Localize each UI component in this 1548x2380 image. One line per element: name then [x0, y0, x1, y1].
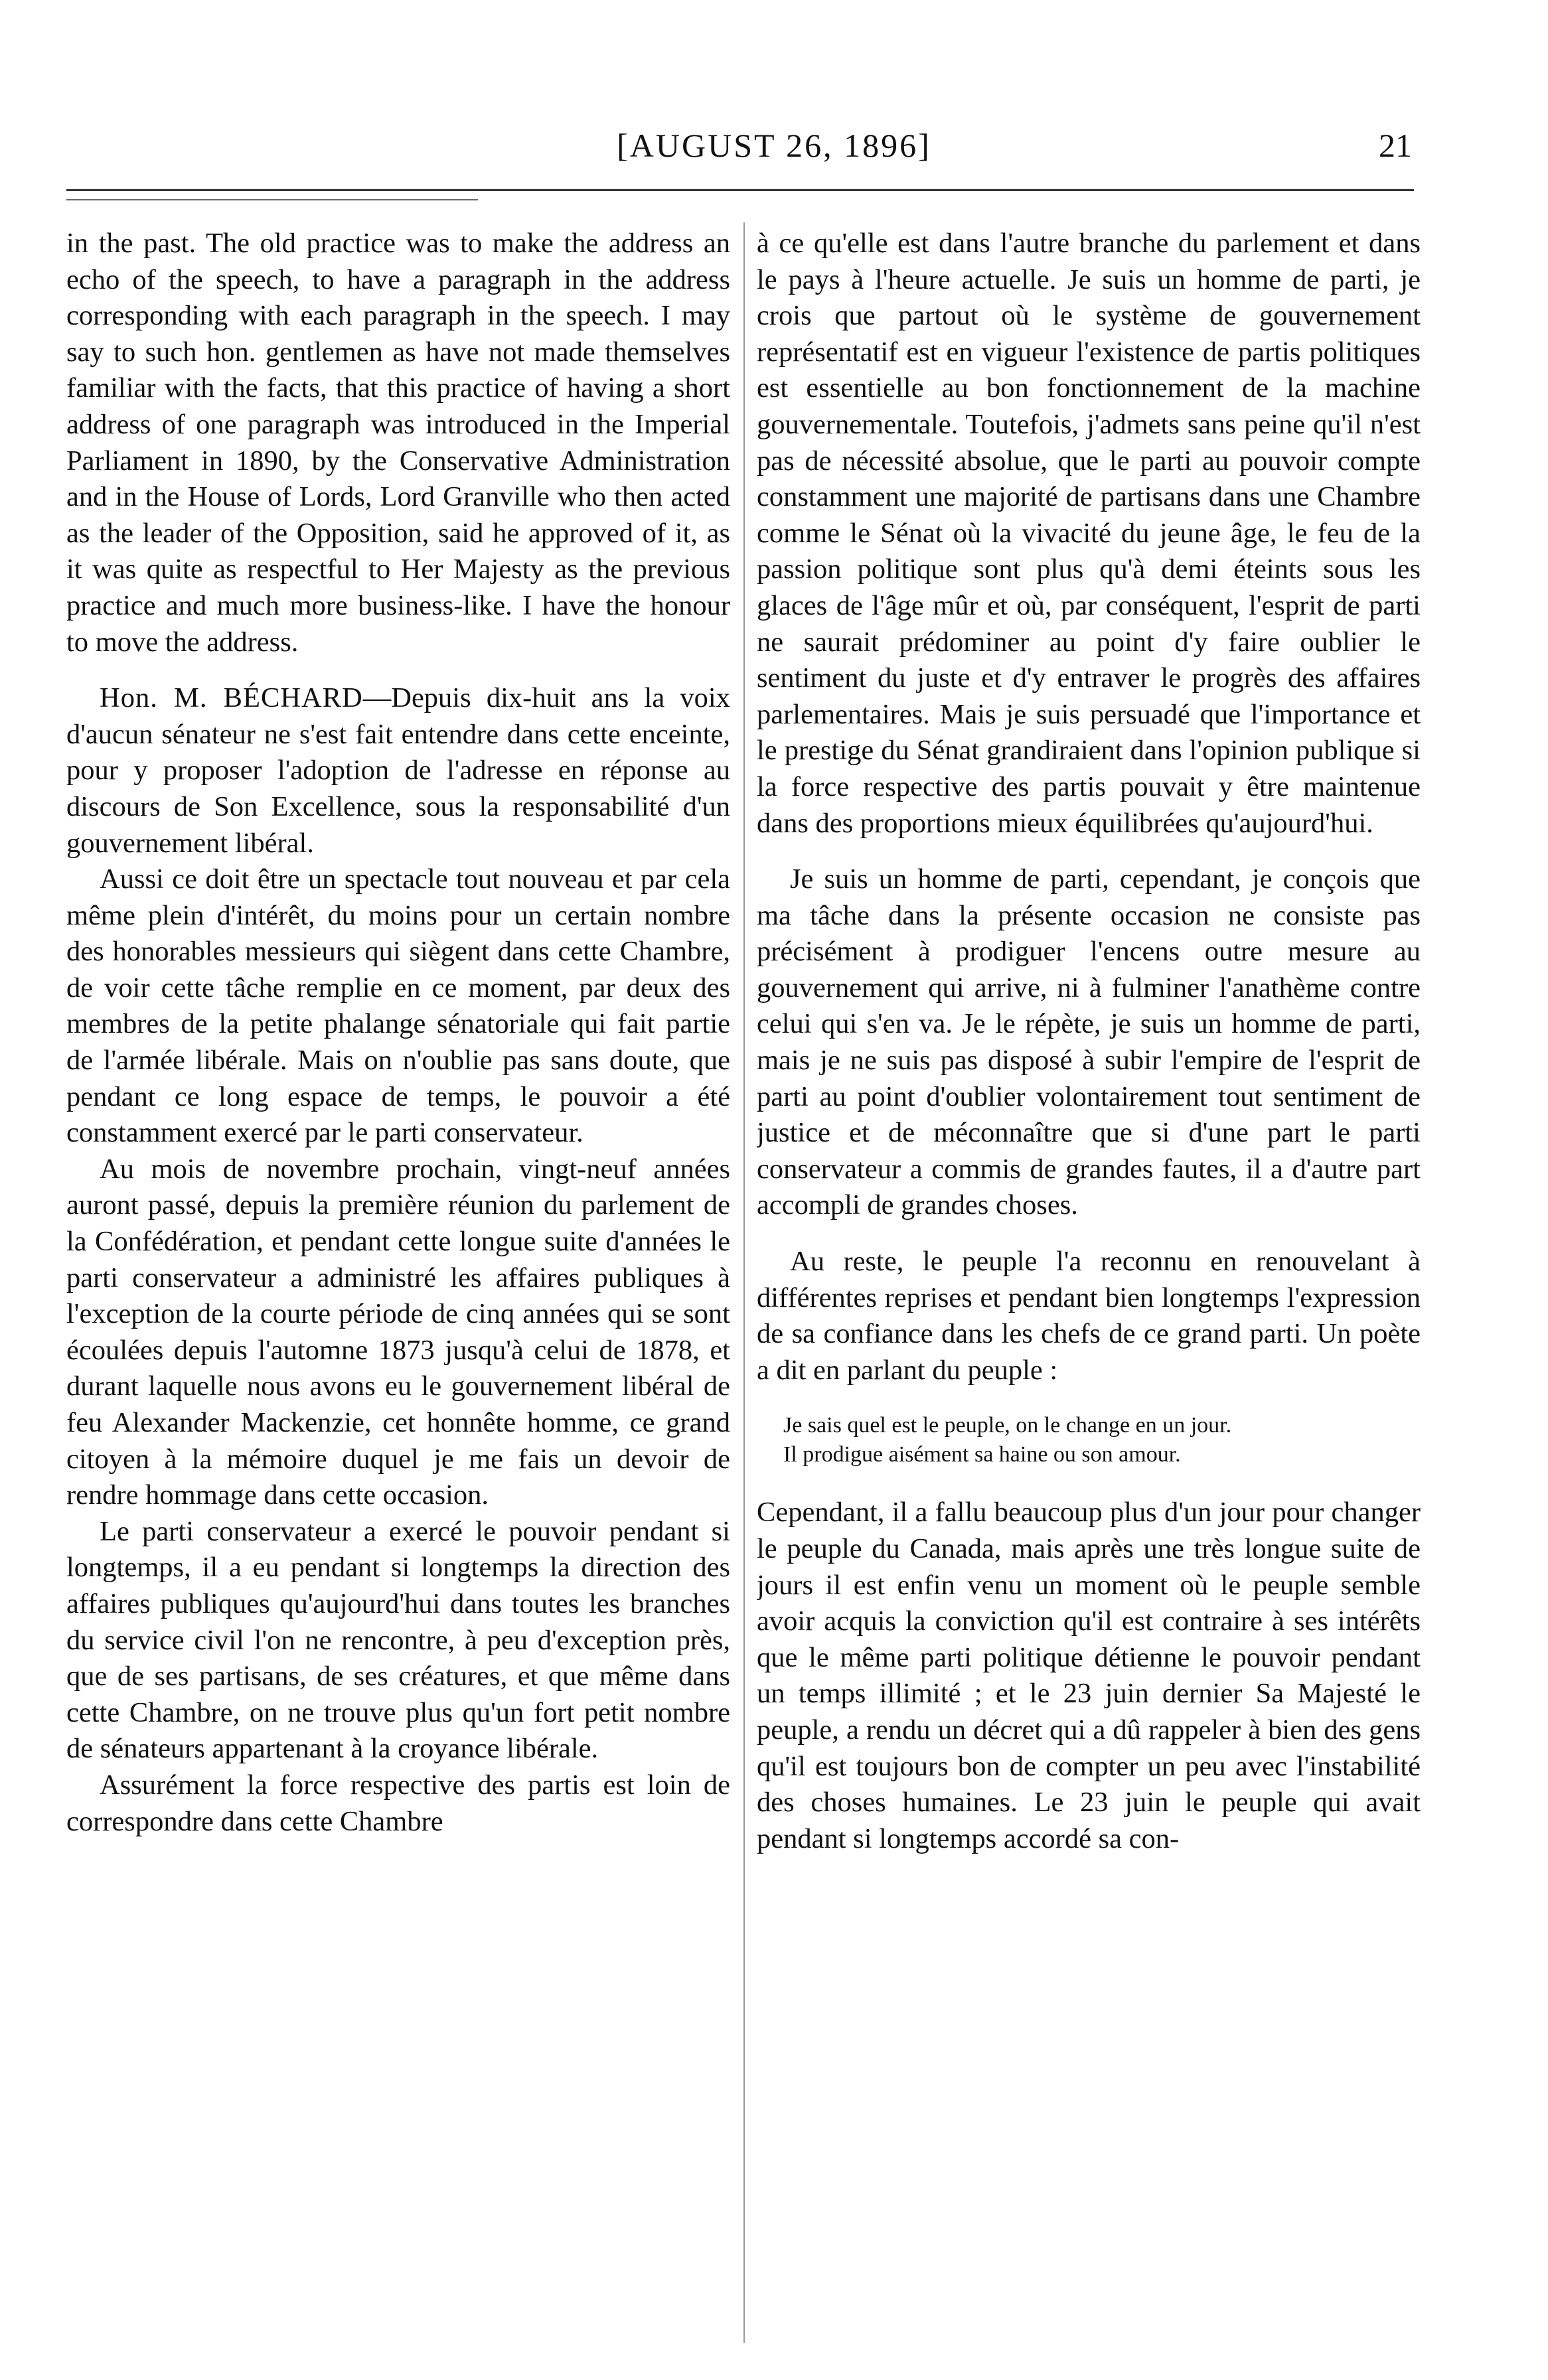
header-rule-short	[66, 199, 478, 200]
column-divider	[743, 222, 745, 2343]
right-column	[757, 226, 1421, 2336]
left-column	[66, 226, 730, 2336]
page-number: 21	[1379, 127, 1412, 164]
poem-line: Il prodigue aisément sa haine ou son amour.	[783, 1442, 1181, 1467]
paragraph: Cependant, il a fallu beaucoup plus d'un jour pour changer le peuple du Canada, mais après une très longue suite de jours il est enfin venu un moment où le peuple semble avoir acquis la conviction qu'il est contraire à ses intérêts que le même parti politique détienne le pouvoir pendant un temps illimité ; et le 23 juin dernier Sa Majesté le peuple, a rendu un décret qui a dû rappeler à bien des gens qu'il est toujours bon de compter un peu avec l'instabilité des choses humaines. Le 23 juin le peuple qui avait pendant si longtemps accordé sa con-	[757, 1497, 1421, 1854]
page-header	[0, 126, 1548, 179]
speech-intro	[66, 680, 730, 861]
poem-line: Je sais quel est le peuple, on le change en un jour.	[783, 1413, 1232, 1438]
paragraph: Aussi ce doit être un spectacle tout nouveau et par cela même plein d'intérêt, du moins pour un certain nombre des honorables messieurs qui siègent dans cette Chambre, de voir cette tâche remplie en ce moment, par deux des membres de la petite phalange sénatoriale qui fait partie de l'armée libérale. Mais on n'oublie pas sans doute, que pendant ce long espace de temps, le pouvoir a été constamment exercé par le parti conservateur.	[66, 863, 730, 1149]
paragraph: —Depuis dix-huit ans la voix d'aucun sénateur ne s'est fait entendre dans cette enceinte, pour y proposer l'adoption de l'adresse en réponse au discours de Son Excellence, sous la responsabilité d'un gouvernement libéral.	[66, 682, 730, 859]
header-rule	[66, 189, 1414, 191]
paragraph: Assurément la force respective des partis est loin de correspondre dans cette Chambre	[66, 1769, 730, 1837]
paragraph: Au reste, le peuple l'a reconnu en renouvelant à différentes reprises et pendant bien longtemps l'expression de sa confiance dans les chefs de ce grand parti. Un poète a dit en parlant du peuple :	[757, 1246, 1421, 1386]
paragraph: in the past. The old practice was to make the address an echo of the speech, to have a paragraph in the address corresponding with each paragraph in the speech. I may say to such hon. gentlemen as have not made themselves familiar with the facts, that this practice of having a short address of one paragraph was introduced in the Imperial Parliament in 1890, by the Conservative Administration and in the House of Lords, Lord Granville who then acted as the leader of the Opposition, said he approved of it, as it was quite as respectful to Her Majesty as the previous practice and much more business-like. I have the honour to move the address.	[66, 228, 730, 658]
header-date: [AUGUST 26, 1896]	[617, 127, 931, 164]
poem-quote	[783, 1411, 1421, 1469]
paragraph: Je suis un homme de parti, cependant, je conçois que ma tâche dans la présente occasion ne consiste pas précisément à prodiguer l'encens outre mesure au gouvernement qui arrive, ni à fulminer l'anathème contre celui qui s'en va. Je le répète, je suis un homme de parti, mais je ne suis pas disposé à subir l'empire de l'esprit de parti au point d'oublier volontairement tout sentiment de justice et de méconnaître que si d'une part le parti conservateur a commis de grandes fautes, il a d'autre part accompli de grandes choses.	[757, 863, 1421, 1221]
paragraph: à ce qu'elle est dans l'autre branche du parlement et dans le pays à l'heure actuelle. Je suis un homme de parti, je crois que partout où le système de gouvernement représentatif est en vigueur l'existence de partis politiques est essentielle au bon fonctionnement de la machine gouvernementale. Toutefois, j'admets sans peine qu'il n'est pas de nécessité absolue, que le parti au pouvoir compte constamment une majorité de partisans dans une Chambre comme le Sénat où la vivacité du jeune âge, le feu de la passion politique sont plus qu'à demi éteints sous les glaces de l'âge mûr et où, par conséquent, l'esprit de parti ne saurait prédominer au point d'y faire oublier le sentiment du juste et d'y entraver le progrès des affaires parlementaires. Mais je suis persuadé que l'importance et le prestige du Sénat grandiraient dans l'opinion publique si la force respective des partis pouvait y être maintenue dans des proportions mieux équilibrées qu'aujourd'hui.	[757, 228, 1421, 839]
paragraph: Au mois de novembre prochain, vingt-neuf années auront passé, depuis la première réunion du parlement de la Confédération, et pendant cette longue suite d'années le parti conservateur a administré les affaires publiques à l'exception de la courte période de cinq années qui se sont écoulées depuis l'automne 1873 jusqu'à celui de 1878, et durant laquelle nous avons eu le gouvernement libéral de feu Alexander Mackenzie, cet honnête homme, ce grand citoyen à la mémoire duquel je me fais un devoir de rendre hommage dans cette occasion.	[66, 1153, 730, 1511]
speaker-name: Hon. M. BÉCHARD	[100, 682, 363, 714]
paragraph: Le parti conservateur a exercé le pouvoir pendant si longtemps, il a eu pendant si longtemps la direction des affaires publiques qu'aujourd'hui dans toutes les branches du service civil l'on ne rencontre, à peu d'exception près, que de ses partisans, de ses créatures, et que même dans cette Chambre, on ne trouve plus qu'un fort petit nombre de sénateurs appartenant à la croyance libérale.	[66, 1515, 730, 1765]
